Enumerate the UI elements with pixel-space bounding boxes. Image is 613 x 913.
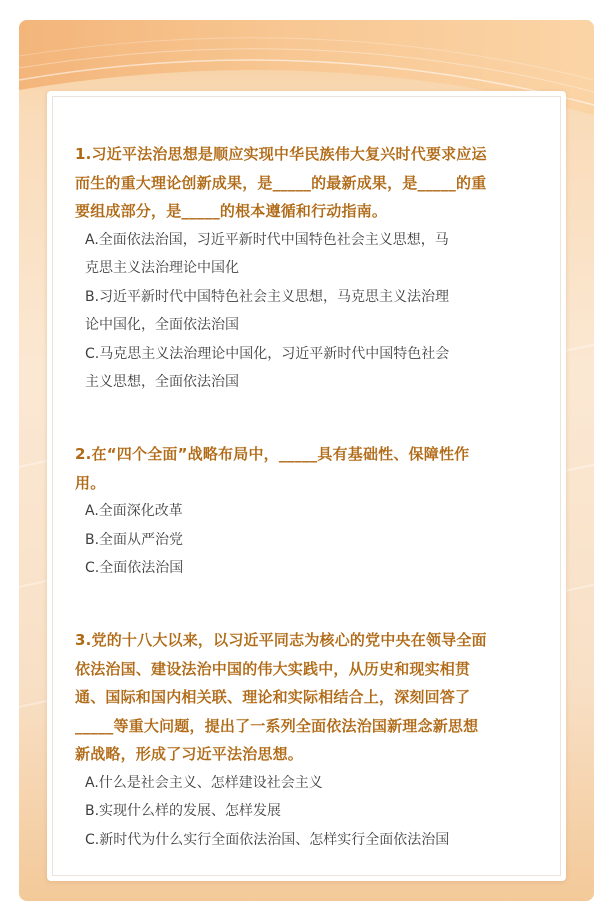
question-title-line: 用。 — [75, 473, 106, 492]
question-3 — [75, 626, 545, 854]
option-b-cont: 论中国化，全面依法治国 — [85, 317, 239, 333]
option-c: C.新时代为什么实行全面依法治国、怎样实行全面依法治国 — [85, 831, 450, 848]
option-c: C.马克思主义法治理论中国化，习近平新时代中国特色社会 — [85, 345, 450, 362]
question-title-line: 新战略，形成了习近平法治思想。 — [75, 745, 304, 763]
question-title-line: 通、国际和国内相关联、理论和实际相结合上，深刻回答了 — [75, 688, 471, 706]
option-c: C.全面依法治国 — [85, 560, 184, 576]
question-title-line: 要组成部分，是_____的根本遵循和行动指南。 — [75, 202, 388, 220]
question-title-line: 3.党的十八大以来，以习近平同志为核心的党中央在领导全面 — [75, 631, 487, 649]
option-b: B.全面从严治党 — [85, 531, 184, 548]
question-title-line: 1.习近平法治思想是顺应实现中华民族伟大复兴时代要求应运 — [75, 145, 487, 163]
option-a: A.全面深化改革 — [85, 503, 183, 519]
option-a: A.全面依法治国，习近平新时代中国特色社会主义思想，马 — [85, 231, 449, 248]
option-c-cont: 主义思想，全面依法治国 — [85, 374, 239, 390]
question-title-line: 而生的重大理论创新成果，是_____的最新成果，是_____的重 — [75, 173, 487, 192]
question-title-line: 2.在“四个全面”战略布局中，_____具有基础性、保障性作 — [75, 445, 470, 463]
question-2 — [75, 440, 545, 583]
option-b: B.实现什么样的发展、怎样发展 — [85, 803, 282, 819]
question-title-line: 依法治国、建设法治中国的伟大实践中，从历史和现实相贯 — [75, 659, 471, 678]
question-title-line: _____等重大问题，提出了一系列全面依法治国新理念新思想 — [75, 716, 479, 735]
option-a-cont: 克思主义法治理论中国化 — [85, 260, 239, 276]
question-1 — [75, 140, 545, 397]
option-b: B.习近平新时代中国特色社会主义思想，马克思主义法治理 — [85, 288, 450, 305]
option-a: A.什么是社会主义、怎样建设社会主义 — [85, 774, 323, 791]
